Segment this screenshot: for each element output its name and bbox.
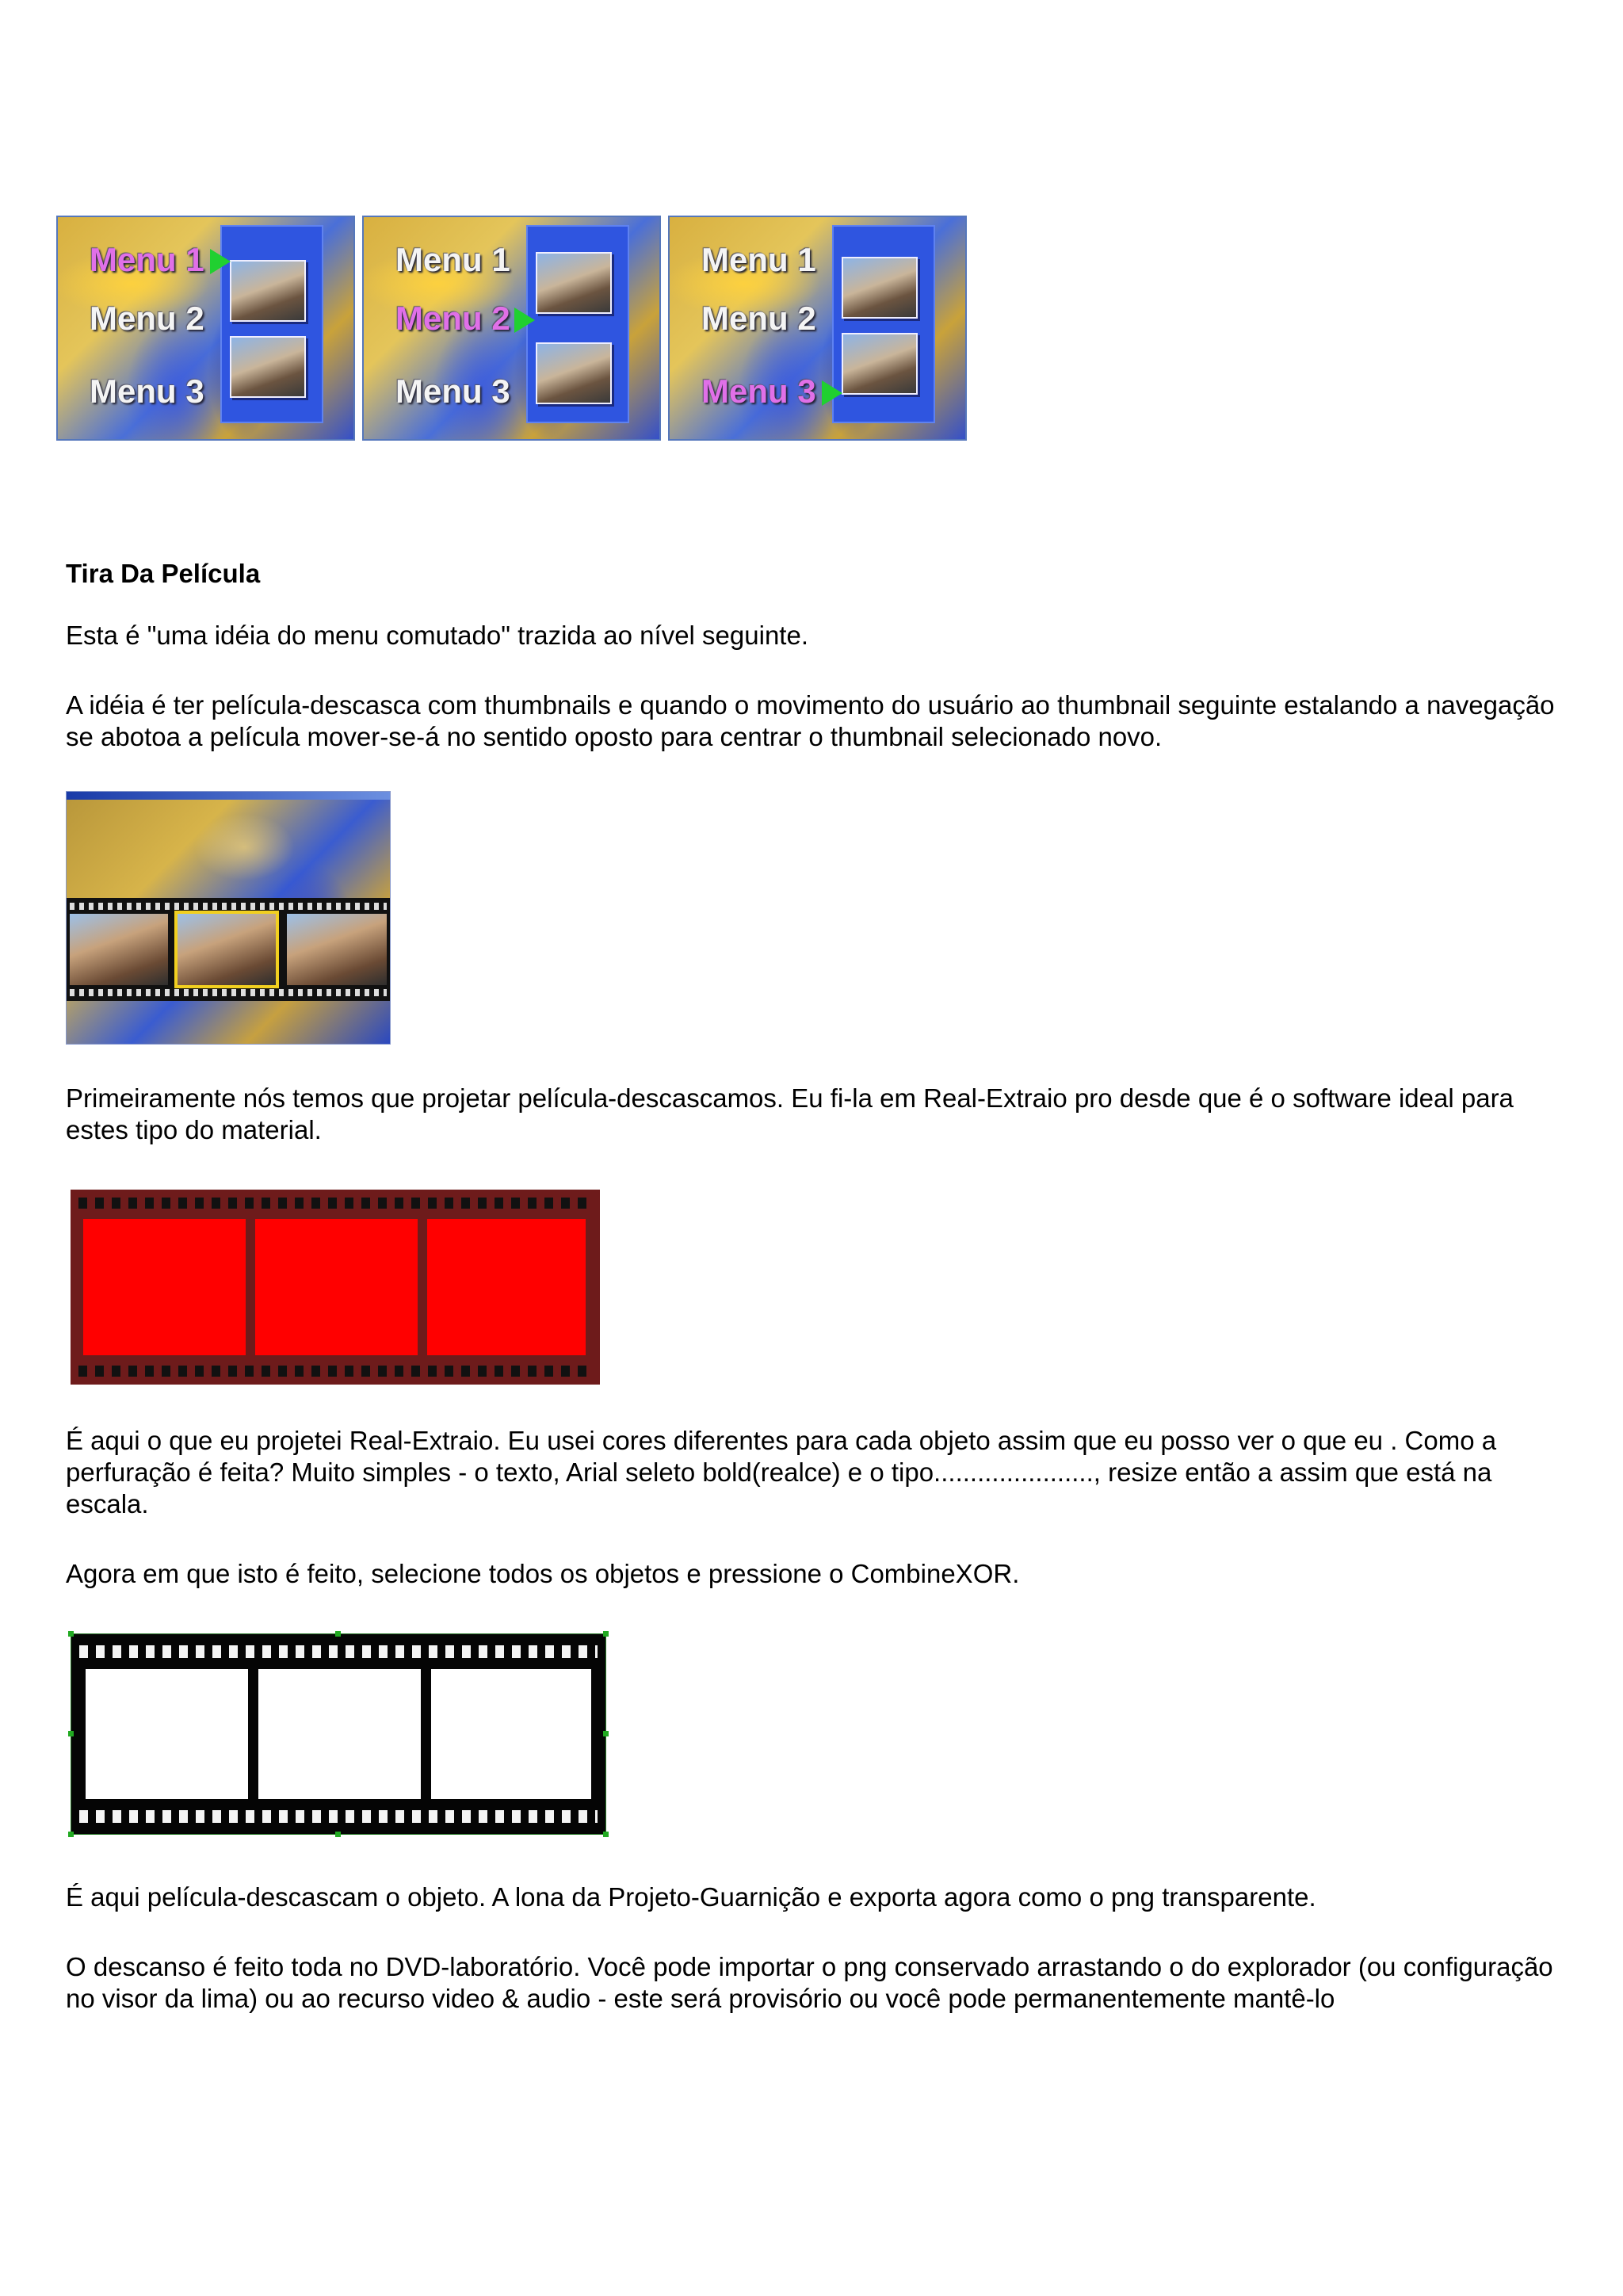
selection-handle bbox=[603, 1832, 609, 1837]
window-titlebar bbox=[67, 792, 390, 800]
thumbnail-image bbox=[536, 252, 612, 314]
menu-item-1: Menu 1 bbox=[701, 241, 816, 278]
film-frame bbox=[83, 1219, 246, 1355]
film-frame bbox=[287, 914, 387, 985]
perforation-row bbox=[70, 903, 387, 910]
arrow-right-icon bbox=[210, 249, 231, 274]
thumbnail-panel bbox=[526, 225, 629, 423]
film-frame bbox=[431, 1669, 591, 1799]
paragraph-perforation: É aqui o que eu projetei Real-Extraio. Eu usei cores diferentes para cada objeto assim que eu posso ver o que eu . Como a perfuração é feita? Muito simples - o texto, Arial seleto bold(realce) e o tipo......................, resize então a assim que está na escala. bbox=[66, 1426, 1497, 1519]
paragraph-intro: Esta é "uma idéia do menu comutado" trazida ao nível seguinte. bbox=[66, 621, 808, 650]
thumbnail-image bbox=[230, 260, 306, 322]
thumbnail-image bbox=[842, 333, 918, 395]
paragraph-combine: Agora em que isto é feito, selecione todos os objetos e pressione o CombineXOR. bbox=[66, 1559, 1020, 1588]
menu-item-1: Menu 1 bbox=[395, 241, 510, 278]
section-title: Tira Da Película bbox=[66, 559, 261, 588]
thumbnail-panel bbox=[220, 225, 323, 423]
thumbnail-image bbox=[230, 336, 306, 398]
menu-item-3: Menu 3 bbox=[395, 372, 510, 410]
arrow-right-icon bbox=[822, 380, 842, 406]
perforation-row bbox=[78, 1366, 592, 1377]
film-frame bbox=[255, 1219, 418, 1355]
menu-screenshot-2 bbox=[362, 216, 661, 441]
selection-handle bbox=[68, 1832, 74, 1837]
menu-item-3: Menu 3 bbox=[90, 372, 204, 410]
paragraph-design: Primeiramente nós temos que projetar película-descascamos. Eu fi-la em Real-Extraio pro desde que é o software ideal para estes tipo do material. bbox=[66, 1083, 1514, 1144]
film-frame-selected bbox=[178, 914, 276, 985]
selection-handle bbox=[603, 1731, 609, 1736]
selection-handle bbox=[68, 1631, 74, 1637]
menu-item-2: Menu 2 bbox=[90, 300, 204, 337]
thumbnail-panel bbox=[832, 225, 935, 423]
menu-screenshot-3 bbox=[668, 216, 967, 441]
black-filmstrip-result bbox=[71, 1633, 606, 1835]
selection-handle bbox=[335, 1631, 341, 1637]
filmstrip-app-screenshot bbox=[66, 791, 391, 1045]
paragraph-dvdlab: O descanso é feito toda no DVD-laboratório. Você pode importar o png conservado arrastando o do explorador (ou configuração no visor da lima) ou ao recurso video & audio - este será provisório ou você pode permanentemente mantê-lo bbox=[66, 1952, 1553, 2013]
selection-handle bbox=[68, 1731, 74, 1736]
menu-item-2: Menu 2 bbox=[395, 300, 510, 337]
menu-item-3: Menu 3 bbox=[701, 372, 816, 410]
thumbnail-image bbox=[536, 342, 612, 404]
film-frame bbox=[86, 1669, 248, 1799]
perforation-row bbox=[70, 989, 387, 996]
perforation-row bbox=[78, 1198, 592, 1209]
film-frame bbox=[70, 914, 168, 985]
selection-handle bbox=[335, 1832, 341, 1837]
perforation-row bbox=[79, 1645, 598, 1658]
menu-item-1: Menu 1 bbox=[90, 241, 204, 278]
paragraph-idea: A idéia é ter película-descasca com thumbnails e quando o movimento do usuário ao thumbnail seguinte estalando a navegação se abotoa a película mover-se-á no sentido oposto para centrar o thumbnail selecionado novo. bbox=[66, 690, 1555, 751]
menu-item-2: Menu 2 bbox=[701, 300, 816, 337]
paragraph-export: É aqui película-descascam o objeto. A lona da Projeto-Guarnição e exporta agora como o png transparente. bbox=[66, 1882, 1316, 1912]
film-frame bbox=[258, 1669, 421, 1799]
selection-handle bbox=[603, 1631, 609, 1637]
arrow-right-icon bbox=[514, 308, 535, 333]
thumbnail-image bbox=[842, 257, 918, 319]
menu-screenshot-1 bbox=[56, 216, 355, 441]
film-frame bbox=[427, 1219, 586, 1355]
red-filmstrip-design bbox=[71, 1190, 600, 1385]
perforation-row bbox=[79, 1810, 598, 1823]
filmstrip-preview bbox=[67, 898, 390, 1001]
